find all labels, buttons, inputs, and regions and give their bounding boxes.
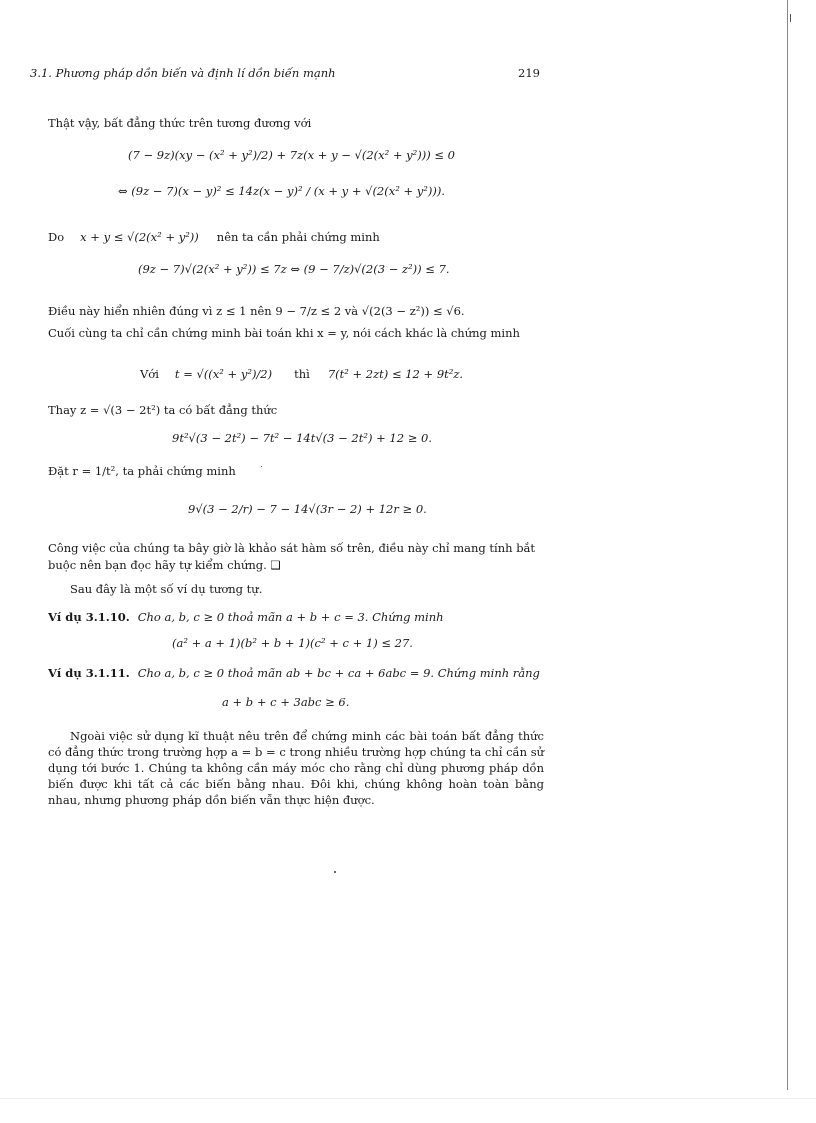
equation-4: 9t²√(3 − 2t²) − 7t² − 14t√(3 − 2t²) + 12 ≥ 0. (172, 431, 432, 445)
running-title: 3.1. Phương pháp dồn biến và định lí dồn biến mạnh (30, 66, 336, 80)
scan-speck (334, 871, 336, 873)
t-definition-line (140, 366, 540, 383)
example-equation: a + b + c + 3abc ≥ 6. (222, 695, 350, 709)
page-number: 219 (518, 66, 540, 80)
example-text: Cho a, b, c ≥ 0 thoả mãn a + b + c = 3. Chứng minh (137, 610, 444, 624)
text-line: Sau đây là một số ví dụ tương tự. (70, 582, 263, 596)
text-line: Cuối cùng ta chỉ cần chứng minh bài toán khi x = y, nói cách khác là chứng minh (48, 326, 520, 340)
example-text: Cho a, b, c ≥ 0 thoả mãn ab + bc + ca + 6abc = 9. Chứng minh rằng (137, 666, 540, 680)
text-line: Đặt r = 1/t², ta phải chứng minh (48, 464, 236, 478)
text-line: Thay z = √(3 − 2t²) ta có bất đẳng thức (48, 403, 278, 417)
do-text: nên ta cần phải chứng minh (216, 230, 380, 244)
example-3-1-11 (48, 665, 540, 682)
page-edge-line (787, 0, 788, 1090)
text-line: Thật vậy, bất đẳng thức trên tương đương với (48, 116, 312, 130)
page-header (30, 66, 540, 84)
do-math: x + y ≤ √(2(x² + y²)) (80, 230, 199, 244)
example-equation: (a² + a + 1)(b² + b + 1)(c² + c + 1) ≤ 27. (172, 636, 413, 650)
do-line (48, 229, 540, 246)
t-definition: t = √((x² + y²)/2) (174, 367, 273, 381)
scan-bottom-edge (0, 1098, 816, 1099)
example-label: Ví dụ 3.1.11. (48, 666, 130, 680)
equation-5: 9√(3 − 2/r) − 7 − 14√(3r − 2) + 12r ≥ 0. (188, 502, 427, 516)
thi-label: thì (294, 367, 310, 381)
closing-paragraph: Ngoài việc sử dụng kĩ thuật nêu trên để chứng minh các bài toán bất đẳng thức có đẳng thức trong trường hợp a = b = c trong nhiều trường hợp chúng ta chỉ cần sử dụng tới bước 1. Chúng ta không cần máy móc cho rằng chỉ dùng phương pháp dồn biến được khi tất cả các biến bằng nhau. Đôi khi, chúng không hoàn toàn bằng nhau, nhưng phương pháp dồn biến vẫn thực hiện được. (48, 729, 544, 807)
edge-tick-mark (790, 14, 791, 22)
text-line: Công việc của chúng ta bây giờ là khảo sát hàm số trên, điều này chỉ mang tính bắt (48, 541, 536, 555)
text-line: buộc nên bạn đọc hãy tự kiểm chứng. ❑ (48, 558, 281, 572)
equation-3: (9z − 7)√(2(x² + y²)) ≤ 7z ⇔ (9 − 7/z)√(2(3 − z²)) ≤ 7. (138, 262, 450, 276)
t-inequality: 7(t² + 2zt) ≤ 12 + 9t²z. (327, 367, 464, 381)
scan-speck (261, 466, 262, 467)
voi-label: Với (140, 367, 159, 381)
text-line: Điều này hiển nhiên đúng vì z ≤ 1 nên 9 − 7/z ≤ 2 và √(2(3 − z²)) ≤ √6. (48, 304, 465, 318)
equation-1: (7 − 9z)(xy − (x² + y²)/2) + 7z(x + y − √(2(x² + y²))) ≤ 0 (128, 148, 456, 162)
do-label: Do (48, 230, 65, 244)
example-3-1-10 (48, 609, 540, 626)
example-label: Ví dụ 3.1.10. (48, 610, 130, 624)
equation-2: ⇔ (9z − 7)(x − y)² ≤ 14z(x − y)² / (x + y + √(2(x² + y²))). (118, 184, 445, 198)
